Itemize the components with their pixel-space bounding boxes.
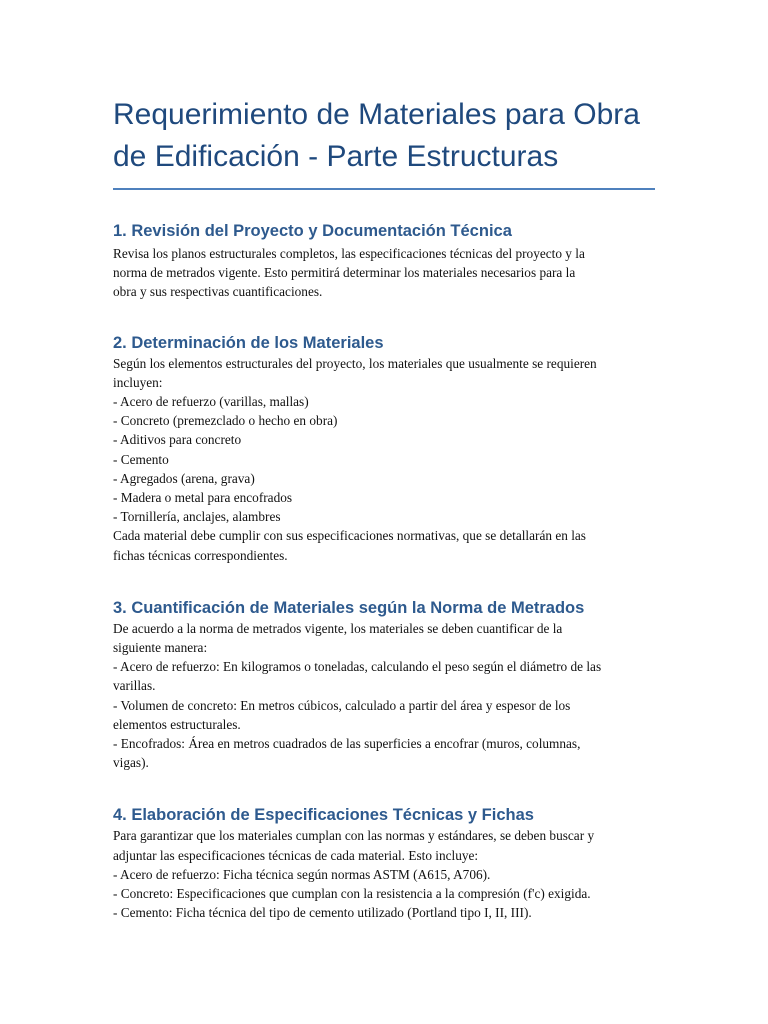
body-line: varillas. xyxy=(113,678,156,694)
body-line: Cada material debe cumplir con sus especificaciones normativas, que se detallarán en las xyxy=(113,528,586,544)
body-line: incluyen: xyxy=(113,374,163,390)
list-item: - Concreto (premezclado o hecho en obra) xyxy=(113,413,338,429)
list-item: - Volumen de concreto: En metros cúbicos, calculado a partir del área y espesor de los xyxy=(113,697,571,713)
body-line: elementos estructurales. xyxy=(113,716,241,732)
body-line: Revisa los planos estructurales completos, las especificaciones técnicas del proyecto y la xyxy=(113,246,585,261)
body-line: De acuerdo a la norma de metrados vigente, los materiales se deben cuantificar de la xyxy=(113,620,563,636)
section-body xyxy=(113,244,655,302)
section-heading: 4. Elaboración de Especificaciones Técnicas y Fichas xyxy=(113,806,534,825)
list-item: - Cemento xyxy=(113,451,169,467)
title-line: de Edificación - Parte Estructuras xyxy=(113,140,559,173)
body-line: Según los elementos estructurales del proyecto, los materiales que usualmente se requieren xyxy=(113,355,597,371)
section-body xyxy=(113,354,655,565)
list-item: - Cemento: Ficha técnica del tipo de cemento utilizado (Portland tipo I, II, III). xyxy=(113,905,532,921)
section-determinacion xyxy=(113,332,655,565)
list-item: - Madera o metal para encofrados xyxy=(113,490,293,506)
section-body xyxy=(113,619,655,773)
body-line: vigas). xyxy=(113,755,149,771)
document-title xyxy=(113,94,655,190)
section-especificaciones xyxy=(113,804,655,922)
body-line: obra y sus respectivas cuantificaciones. xyxy=(113,284,323,300)
title-line: Requerimiento de Materiales para Obra xyxy=(113,98,640,131)
section-heading: 2. Determinación de los Materiales xyxy=(113,333,384,352)
list-item: - Acero de refuerzo: Ficha técnica según normas ASTM (A615, A706). xyxy=(113,866,491,882)
body-line: adjuntar las especificaciones técnicas de cada material. Esto incluye: xyxy=(113,847,479,863)
section-heading: 1. Revisión del Proyecto y Documentación Técnica xyxy=(113,222,512,240)
list-item: - Agregados (arena, grava) xyxy=(113,470,255,486)
section-body xyxy=(113,826,655,922)
list-item: - Acero de refuerzo: En kilogramos o toneladas, calculando el peso según el diámetro de las xyxy=(113,659,602,675)
body-line: Para garantizar que los materiales cumplan con las normas y estándares, se deben buscar y xyxy=(113,828,595,844)
list-item: - Acero de refuerzo (varillas, mallas) xyxy=(113,394,309,410)
list-item: - Encofrados: Área en metros cuadrados de las superficies a encofrar (muros, columnas, xyxy=(113,736,581,752)
body-line: siguiente manera: xyxy=(113,640,208,656)
list-item: - Tornillería, anclajes, alambres xyxy=(113,509,281,525)
body-line: fichas técnicas correspondientes. xyxy=(113,547,288,563)
section-revision xyxy=(113,220,655,302)
section-heading: 3. Cuantificación de Materiales según la Norma de Metrados xyxy=(113,598,585,617)
list-item: - Aditivos para concreto xyxy=(113,432,242,448)
section-cuantificacion xyxy=(113,597,655,773)
body-line: norma de metrados vigente. Esto permitirá determinar los materiales necesarios para la xyxy=(113,265,576,281)
list-item: - Concreto: Especificaciones que cumplan con la resistencia a la compresión (f'c) exigida. xyxy=(113,886,591,902)
